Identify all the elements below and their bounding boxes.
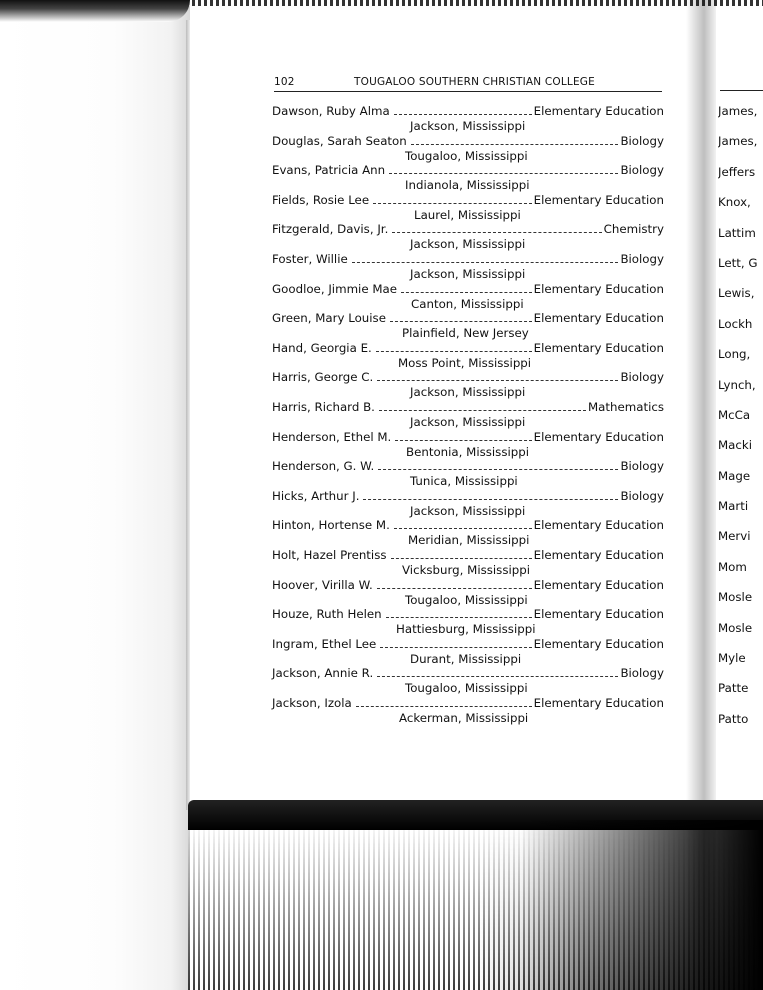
dot-leader [394,528,532,529]
dot-leader [392,232,601,233]
graduate-name: Holt, Hazel Prentiss [272,547,387,562]
dot-leader [394,114,532,115]
dot-leader [389,173,618,174]
hometown: Jackson, Mississippi [410,237,526,252]
list-item [272,518,664,548]
dot-leader [378,469,618,470]
facing-page-name-fragment: Mosle [718,620,753,635]
hometown: Moss Point, Mississippi [398,355,532,370]
facing-page-name-fragment: Knox, [718,195,751,210]
facing-page-name-fragment: Patte [718,681,749,696]
facing-page-name-fragment: Mervi [718,529,751,544]
running-title: TOUGALOO SOUTHERN CHRISTIAN COLLEGE [354,76,595,88]
list-item [272,607,664,637]
entry-line [272,222,664,238]
graduate-name: Ingram, Ethel Lee [272,636,377,651]
hometown: Jackson, Mississippi [410,414,526,429]
graduate-name: Henderson, G. W. [272,459,375,474]
dot-leader [356,706,532,707]
scan-margin-left [0,0,190,990]
hometown: Jackson, Mississippi [410,503,526,518]
hometown: Jackson, Mississippi [410,266,526,281]
facing-page-name-fragment: Long, [718,347,751,362]
dot-leader [352,262,619,263]
list-item [272,193,664,223]
entry-line [272,607,664,623]
major-subject: Elementary Education [533,607,664,622]
facing-page-name-fragment: Mosle [718,590,753,605]
major-subject: Elementary Education [533,192,664,207]
graduate-name: Houze, Ruth Helen [272,607,382,622]
list-item [272,548,664,578]
graduate-name: Jackson, Annie R. [272,666,374,681]
graduate-name: Harris, George C. [272,370,374,385]
facing-page-rule [720,90,763,91]
graduate-name: Hinton, Hortense M. [272,518,390,533]
facing-page-name-fragment: Mage [718,468,751,483]
facing-page-name-fragment: Lynch, [718,377,756,392]
major-subject: Biology [620,133,664,148]
list-item [272,666,664,696]
list-item [272,578,664,608]
major-subject: Biology [620,370,664,385]
dot-leader [363,499,618,500]
hometown: Meridian, Mississippi [408,533,530,548]
facing-page-name-fragment: Lattim [718,225,756,240]
hometown: Canton, Mississippi [411,296,524,311]
hometown: Plainfield, New Jersey [402,326,529,341]
hometown: Laurel, Mississippi [414,207,521,222]
facing-page-name-fragment: Patto [718,711,749,726]
dot-leader [377,676,618,677]
entry-line [272,696,664,712]
hometown: Durant, Mississippi [410,651,522,666]
graduate-name: Henderson, Ethel M. [272,429,392,444]
list-item [272,222,664,252]
major-subject: Biology [620,163,664,178]
hometown: Bentonia, Mississippi [406,444,530,459]
entry-line [272,193,664,209]
major-subject: Elementary Education [533,547,664,562]
entry-line [272,134,664,150]
entry-line [272,370,664,386]
dot-leader [390,321,532,322]
list-item [272,282,664,312]
major-subject: Elementary Education [533,577,664,592]
dot-leader [379,410,586,411]
entry-line [272,252,664,268]
hometown: Tougaloo, Mississippi [405,681,528,696]
major-subject: Elementary Education [533,429,664,444]
hometown: Jackson, Mississippi [410,119,526,133]
dot-leader [373,203,532,204]
facing-page-column [718,104,763,742]
list-item [272,400,664,430]
facing-page-name-fragment: Mom [718,559,747,574]
graduate-name: Jackson, Izola [272,695,352,710]
major-subject: Biology [620,251,664,266]
major-subject: Elementary Education [533,311,664,326]
hometown: Hattiesburg, Mississippi [396,622,536,637]
list-item [272,696,664,726]
facing-page-name-fragment: Lewis, [718,286,755,301]
page-edge [186,20,190,810]
graduate-list [272,104,664,725]
entry-line [272,400,664,416]
graduate-name: Green, Mary Louise [272,311,386,326]
entry-line [272,459,664,475]
list-item [272,370,664,400]
entry-line [272,578,664,594]
entry-line [272,163,664,179]
graduate-name: Douglas, Sarah Seaton [272,133,407,148]
hometown: Tougaloo, Mississippi [405,148,528,163]
page-bottom-edge [188,800,763,830]
major-subject: Chemistry [603,222,664,237]
dot-leader [377,380,618,381]
major-subject: Elementary Education [533,104,664,118]
dot-leader [377,588,532,589]
facing-page-name-fragment: Lett, G [718,255,758,270]
facing-page-name-fragment: James, [718,134,758,149]
hometown: Indianola, Mississippi [405,178,530,193]
list-item [272,134,664,164]
facing-page-name-fragment: Macki [718,438,753,453]
graduate-name: Fields, Rosie Lee [272,192,370,207]
facing-page-name-fragment: Lockh [718,316,753,331]
graduate-name: Evans, Patricia Ann [272,163,386,178]
major-subject: Mathematics [587,399,664,414]
facing-page-name-fragment: Myle [718,651,746,666]
entry-line [272,518,664,534]
entry-line [272,430,664,446]
list-item [272,252,664,282]
graduate-name: Foster, Willie [272,251,348,266]
major-subject: Elementary Education [533,636,664,651]
graduate-name: Harris, Richard B. [272,399,375,414]
entry-line [272,637,664,653]
graduate-name: Hand, Georgia E. [272,340,372,355]
hometown: Tunica, Mississippi [410,474,518,489]
graduate-name: Hoover, Virilla W. [272,577,373,592]
entry-line [272,104,664,120]
hometown: Vicksburg, Mississippi [402,562,530,577]
dot-leader [376,351,532,352]
graduate-name: Fitzgerald, Davis, Jr. [272,222,389,237]
dot-leader [386,617,532,618]
list-item [272,341,664,371]
major-subject: Elementary Education [533,340,664,355]
major-subject: Biology [620,459,664,474]
graduate-name: Goodloe, Jimmie Mae [272,281,398,296]
scan-top-shadow [0,0,190,22]
entry-line [272,489,664,505]
facing-page-name-fragment: McCa [718,407,751,422]
entry-line [272,341,664,357]
list-item [272,489,664,519]
list-item [272,637,664,667]
running-header [274,73,662,92]
scan-bottom-shadow [188,830,763,990]
entry-line [272,282,664,298]
major-subject: Biology [620,666,664,681]
entry-line [272,311,664,327]
hometown: Tougaloo, Mississippi [405,592,528,607]
dot-leader [411,144,619,145]
dot-leader [380,647,531,648]
major-subject: Elementary Education [533,518,664,533]
graduate-name: Dawson, Ruby Alma [272,104,390,118]
entry-line [272,548,664,564]
list-item [272,104,664,134]
major-subject: Elementary Education [533,695,664,710]
hometown: Jackson, Mississippi [410,385,526,400]
page-number: 102 [274,76,295,88]
dot-leader [391,558,532,559]
entry-line [272,666,664,682]
facing-page-name-fragment: James, [718,104,758,118]
major-subject: Elementary Education [533,281,664,296]
facing-page-name-fragment: Marti [718,499,749,514]
facing-page-name-fragment: Jeffers [718,164,756,179]
major-subject: Biology [620,488,664,503]
list-item [272,430,664,460]
hometown: Ackerman, Mississippi [399,710,529,725]
dot-leader [395,440,531,441]
dot-leader [401,292,532,293]
list-item [272,163,664,193]
list-item [272,459,664,489]
graduate-name: Hicks, Arthur J. [272,488,360,503]
list-item [272,311,664,341]
